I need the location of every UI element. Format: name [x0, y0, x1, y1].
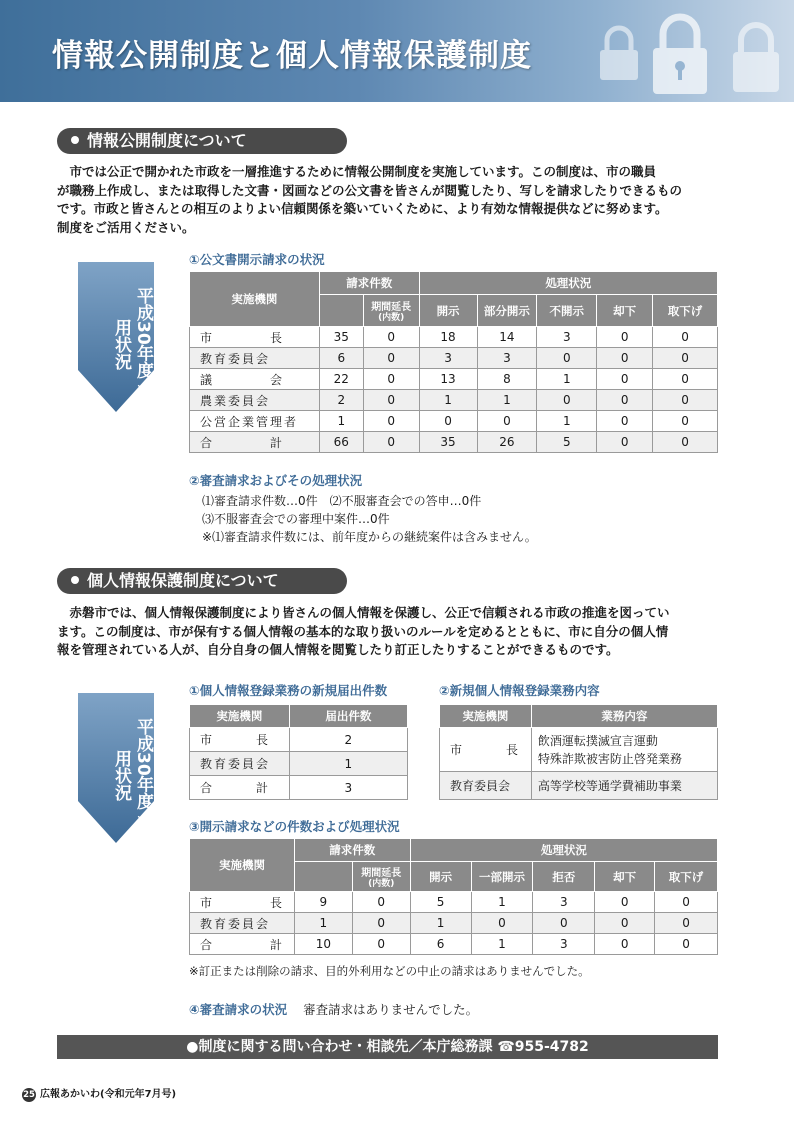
bullet-icon [71, 136, 79, 144]
review-status-text: 審査請求はありませんでした。 [303, 1002, 479, 1017]
table-row: 教育委員会 高等学校等通学費補助事業 [440, 772, 718, 800]
table-row-total: 合 計 10 0 6 1 3 0 0 [190, 934, 718, 955]
header-extension: 期間延長 (内数) [363, 295, 419, 327]
disclosure-table [189, 271, 718, 453]
table-row: 教育委員会 1 0 1 0 0 0 0 [190, 913, 718, 934]
header-org: 実施機関 [190, 705, 290, 728]
header-col: 拒否 [533, 862, 595, 892]
review-status [189, 1000, 478, 1018]
header-col: 開示 [410, 862, 471, 892]
header-col: 取下げ [653, 295, 718, 327]
table-row: 市 長 9 0 5 1 3 0 0 [190, 892, 718, 913]
review-title: ②審査請求およびその処理状況 [189, 473, 363, 488]
review-details: ⑴審査請求件数…0件 ⑵不服審査会での答申…0件 ⑶不服審査会での審理中案件…0件 ※⑴審査請求件数には、前年度からの継続案件は含みません。 [202, 494, 537, 544]
header-col: 却下 [597, 295, 653, 327]
table-row: 市 長 35 0 18 14 3 0 0 [190, 327, 718, 348]
table-title: ①個人情報登録業務の新規届出件数 [189, 683, 388, 698]
table-footnote: ※訂正または削除の請求、目的外利用などの中止の請求はありませんでした。 [189, 964, 590, 978]
lock-icon [598, 22, 640, 82]
page-footer [22, 1085, 176, 1102]
privacy-paragraph: 赤磐市では、個人情報保護制度により皆さんの個人情報を保護し、公正で信頼される市政の推進を図ってい ます。この制度は、市が保有する個人情報の基本的な取り扱いのルールを定めるとともに、市に自分の個人情 報を管理されている人が、自分自身の個人情報を閲覧したり訂正したりすることができるものです。 [57, 605, 670, 657]
header-processing: 処理状況 [410, 839, 717, 862]
fiscal-year-banner [78, 693, 154, 843]
table-row-total: 合 計 3 [190, 776, 408, 800]
header-org: 実施機関 [440, 705, 532, 728]
header-count: 届出件数 [289, 705, 407, 728]
header-requests-total [319, 295, 363, 327]
header-processing: 処理状況 [419, 272, 717, 295]
fiscal-year-label: 平成30年度 運用状況 [111, 286, 153, 402]
intro-paragraph: 市では公正で開かれた市政を一層推進するために情報公開制度を実施しています。この制度は、市の職員 が職務上作成し、または取得した文書・図画などの公文書を皆さんが閲覧したり、写しを請求したりできるもの です。市政と皆さんとの相互のよりよい信頼関係を築いていくために、より有効な情報提供などに努めます。 制度をご活用ください。 [57, 164, 683, 235]
header-col: 取下げ [655, 862, 718, 892]
contact-bar: ●制度に関する問い合わせ・相談先／本庁総務課 ☎955-4782 [57, 1035, 718, 1059]
review-status-title: ④審査請求の状況 [189, 1002, 288, 1017]
fiscal-year-banner [78, 262, 154, 412]
table-title: ②新規個人情報登録業務内容 [439, 683, 600, 698]
privacy-disclosure-table [189, 838, 718, 955]
header-content: 業務内容 [531, 705, 717, 728]
fiscal-year-label: 平成30年度 運用状況 [111, 717, 153, 833]
table-row: 議 会 22 0 13 8 1 0 0 [190, 369, 718, 390]
section-heading-info-disclosure: 情報公開制度について [57, 128, 347, 154]
section-heading-privacy: 個人情報保護制度について [57, 568, 347, 594]
registration-content-table [439, 704, 718, 800]
header-extension: 期間延長 (内数) [352, 862, 410, 892]
table-row: 市 長 飲酒運転撲滅宣言運動 特殊詐欺被害防止啓発業務 [440, 728, 718, 772]
table-row: 公営企業管理者 1 0 0 0 1 0 0 [190, 411, 718, 432]
header-requests: 請求件数 [294, 839, 410, 862]
table-title: ③開示請求などの件数および処理状況 [189, 819, 400, 834]
header-requests: 請求件数 [319, 272, 419, 295]
registration-count-table [189, 704, 408, 800]
lock-icon [730, 18, 782, 94]
table-title: ①公文書開示請求の状況 [189, 252, 325, 267]
bullet-icon [71, 576, 79, 584]
header-col: 一部開示 [471, 862, 533, 892]
table-row: 農業委員会 2 0 1 1 0 0 0 [190, 390, 718, 411]
table-row: 教育委員会 6 0 3 3 0 0 0 [190, 348, 718, 369]
header-col: 部分開示 [477, 295, 537, 327]
publication-name: 広報あかいわ(令和元年7月号) [40, 1089, 177, 1100]
lock-icon [650, 8, 710, 96]
table-row-total: 合 計 66 0 35 26 5 0 0 [190, 432, 718, 453]
page-title: 情報公開制度と個人情報保護制度 [52, 38, 532, 74]
header-col: 開示 [419, 295, 477, 327]
header-col: 却下 [595, 862, 655, 892]
header-requests-total [294, 862, 352, 892]
page-header [0, 0, 794, 102]
table-row: 市 長 2 [190, 728, 408, 752]
page-number: 25 [23, 1090, 35, 1100]
header-org: 実施機関 [190, 839, 295, 892]
header-org: 実施機関 [190, 272, 320, 327]
table-row: 教育委員会 1 [190, 752, 408, 776]
header-col: 不開示 [537, 295, 597, 327]
